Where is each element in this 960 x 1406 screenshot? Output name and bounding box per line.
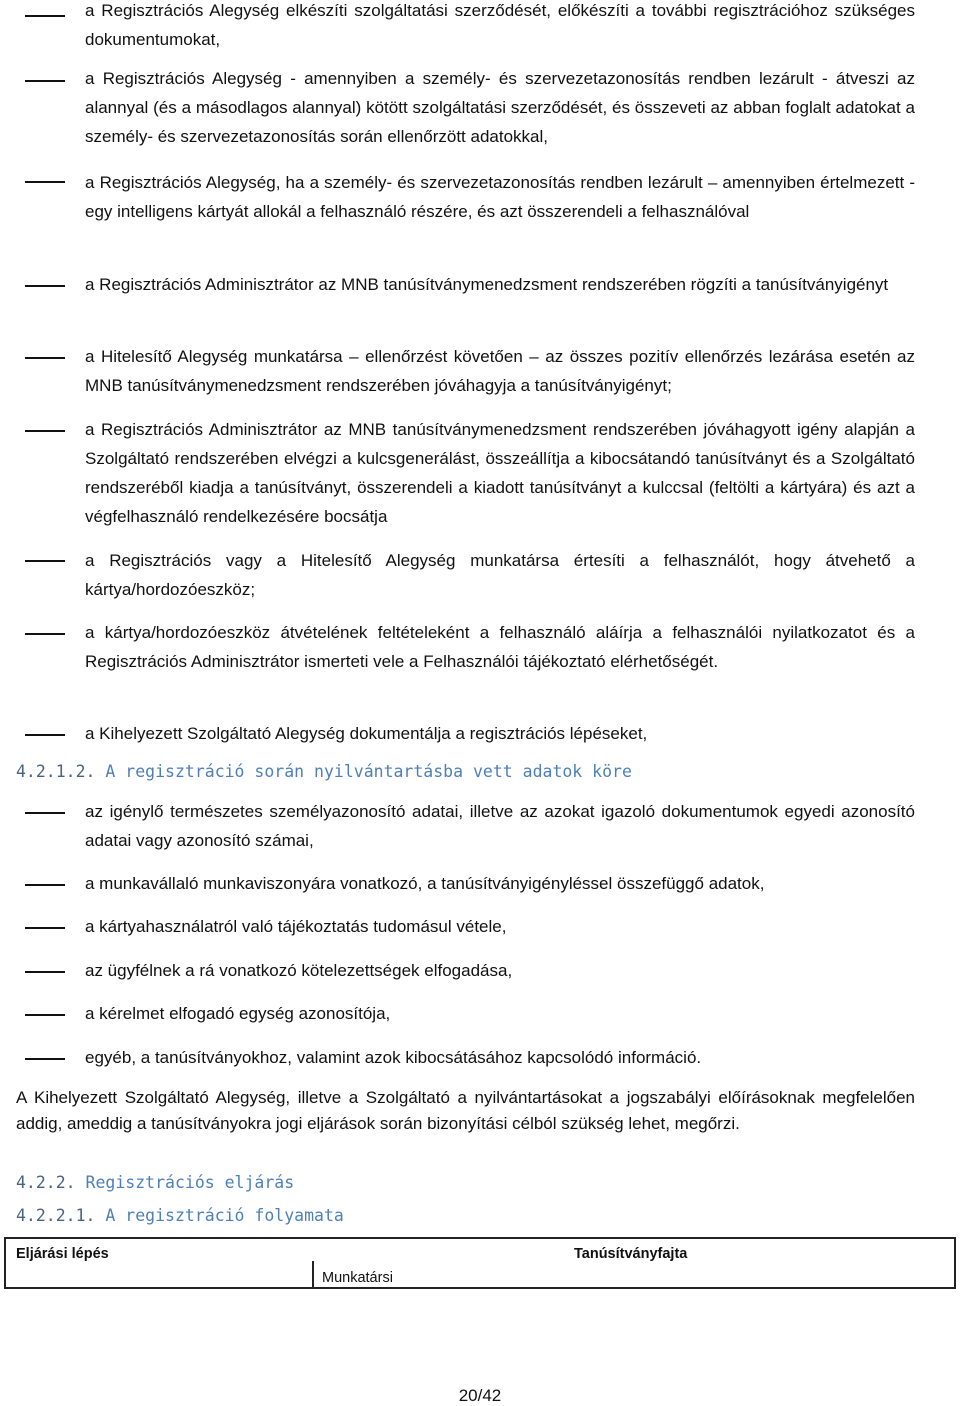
section-title: A regisztráció folyamata <box>105 1206 344 1225</box>
section-heading <box>16 1172 294 1194</box>
dash-marker <box>25 1014 65 1016</box>
section-number: 4.2.1.2. <box>16 762 96 781</box>
dash-marker <box>25 80 65 82</box>
dash-marker <box>25 1058 65 1060</box>
list-item: az igénylő természetes személyazonosító adatai, illetve az azokat igazoló dokumentumok egyedi azonosító adatai vagy azonosító számai, <box>85 802 915 850</box>
list-item: a Hitelesítő Alegység munkatársa – ellenőrzést követően – az összes pozitív ellenőrzés lezárása esetén az MNB tanúsítványmenedzsment rendszerében jóváhagyja a tanúsítványigényt; <box>85 347 915 395</box>
dash-marker <box>25 971 65 973</box>
dash-marker <box>25 884 65 886</box>
page-number: 20/42 <box>458 1386 502 1405</box>
table-header-type: Tanúsítványfajta <box>574 1246 688 1262</box>
list-item: a Regisztrációs vagy a Hitelesítő Alegység munkatársa értesíti a felhasználót, hogy átvehető a kártya/hordozóeszköz; <box>85 551 915 599</box>
list-item: egyéb, a tanúsítványokhoz, valamint azok kibocsátásához kapcsolódó információ. <box>85 1048 702 1067</box>
section-number: 4.2.2. <box>16 1173 76 1192</box>
dash-marker <box>25 430 65 432</box>
section-title: A regisztráció során nyilvántartásba vett adatok köre <box>105 762 632 781</box>
table-column-divider <box>312 1261 314 1289</box>
section-title: Regisztrációs eljárás <box>85 1173 295 1192</box>
list-item: a Regisztrációs Alegység elkészíti szolgáltatási szerződését, előkészíti a további regisztrációhoz szükséges dokumentumokat, <box>85 1 915 49</box>
list-item: a Regisztrációs Alegység, ha a személy- és szervezetazonosítás rendben lezárult – amennyiben értelmezett - egy intelligens kártyát allokál a felhasználó részére, és azt összerendeli a felhasználóval <box>85 173 915 221</box>
list-item: a munkavállaló munkaviszonyára vonatkozó, a tanúsítványigényléssel összefüggő adatok, <box>85 874 765 893</box>
dash-marker <box>25 181 65 183</box>
process-table <box>4 1237 956 1289</box>
dash-marker <box>25 357 65 359</box>
body-paragraph: A Kihelyezett Szolgáltató Alegység, illetve a Szolgáltató a nyilvántartásokat a jogszabályi előírásoknak megfelelően addig, ameddig a tanúsítványokra jogi eljárások során bizonyítási célból szükség lehet, megőrzi. <box>16 1088 915 1133</box>
section-number: 4.2.2.1. <box>16 1206 96 1225</box>
section-heading <box>16 761 632 783</box>
dash-marker <box>25 560 65 562</box>
dash-marker <box>25 734 65 736</box>
list-item: a Regisztrációs Alegység - amennyiben a személy- és szervezetazonosítás rendben lezárult - átveszi az alannyal (és a másodlagos alannyal) kötött szolgáltatási szerződését, és összeveti az abban foglalt adatokat a személy- és szervezetazonosítás során ellenőrzött adatokkal, <box>85 69 915 146</box>
table-subheader: Munkatársi <box>322 1270 393 1286</box>
list-item: a kérelmet elfogadó egység azonosítója, <box>85 1004 391 1023</box>
section-heading <box>16 1205 344 1227</box>
list-item: az ügyfélnek a rá vonatkozó kötelezettségek elfogadása, <box>85 961 513 980</box>
list-item: a Regisztrációs Adminisztrátor az MNB tanúsítványmenedzsment rendszerében rögzíti a tanúsítványigényt <box>85 275 889 294</box>
list-item: a kártya/hordozóeszköz átvételének feltételeként a felhasználó aláírja a felhasználói nyilatkozatot és a Regisztrációs Adminisztrátor ismerteti vele a Felhasználói tájékoztató elérhetőségét. <box>85 623 915 671</box>
dash-marker <box>25 927 65 929</box>
list-item: a kártyahasználatról való tájékoztatás tudomásul vétele, <box>85 917 507 936</box>
dash-marker <box>25 812 65 814</box>
list-item: a Regisztrációs Adminisztrátor az MNB tanúsítványmenedzsment rendszerében jóváhagyott igény alapján a Szolgáltató rendszerében elvégzi a kulcsgenerálást, összeállítja a kibocsátandó tanúsítványt és a Szolgáltató rendszeréből kiadja a tanúsítványt, összerendeli a kiadott tanúsítványt a kulccsal (feltölti a kártyára) és azt a végfelhasználó rendelkezésére bocsátja <box>85 420 915 526</box>
dash-marker <box>25 285 65 287</box>
list-item: a Kihelyezett Szolgáltató Alegység dokumentálja a regisztrációs lépéseket, <box>85 724 648 743</box>
dash-marker <box>25 633 65 635</box>
dash-marker <box>25 15 65 17</box>
table-header-step: Eljárási lépés <box>16 1246 109 1262</box>
